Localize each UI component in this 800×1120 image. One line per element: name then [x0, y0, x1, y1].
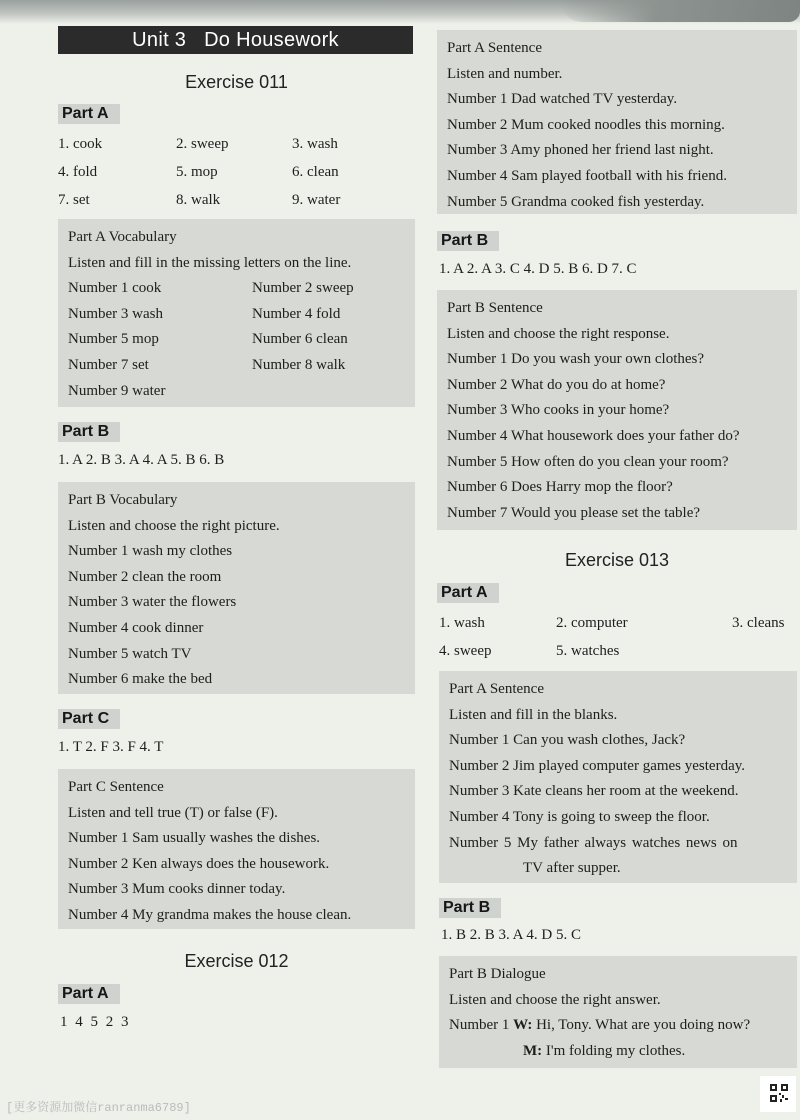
script-line-continuation: TV after supper.: [523, 860, 621, 877]
box-heading: Part C Sentence: [68, 779, 164, 795]
script-line: Number 3 Mum cooks dinner today.: [68, 881, 286, 898]
ex012-part-b-label: Part B: [437, 231, 499, 251]
script-line: Number 6 Does Harry mop the floor?: [447, 479, 673, 496]
ex011-part-b-label: Part B: [58, 422, 120, 442]
box-instruction: Listen and choose the right picture.: [68, 517, 280, 534]
box-heading: Part A Sentence: [447, 40, 542, 56]
script-line: Number 3 water the flowers: [68, 594, 237, 611]
script-line: Number 2 Jim played computer games yesterday.: [449, 757, 746, 774]
script-item: Number 8 walk: [252, 356, 346, 373]
script-line: Number 1 Dad watched TV yesterday.: [447, 91, 678, 108]
script-row: [68, 379, 405, 405]
answer-1: 1. cook: [58, 136, 103, 152]
unit-banner: [58, 26, 413, 54]
script-line: Number 5 Grandma cooked fish yesterday.: [447, 193, 705, 210]
script-item: Number 6 clean: [252, 331, 348, 348]
script-line: Number 2 Ken always does the housework.: [68, 855, 330, 872]
script-item: Number 3 wash: [68, 305, 163, 322]
script-line: Number 1 Can you wash clothes, Jack?: [449, 732, 686, 749]
unit-title: Do Housework: [204, 29, 339, 51]
answer-5: 5. watches: [556, 643, 620, 659]
speaker-w: W:: [513, 1017, 533, 1034]
script-line: Number 4 What housework does your father do?: [447, 427, 740, 444]
ex011-part-a-answers: [58, 130, 415, 214]
script-line: Number 5 How often do you clean your room?: [447, 453, 729, 470]
dialogue-number: Number 1: [449, 1017, 510, 1034]
script-line: Number 5 My father always watches news on: [449, 834, 738, 851]
answer-3: 3. cleans: [732, 615, 785, 631]
script-line: Number 3 Who cooks in your home?: [447, 402, 670, 419]
page-top-edge: [0, 0, 800, 24]
script-line: Number 4 Sam played football with his friend.: [447, 167, 727, 184]
box-instruction: Listen and fill in the missing letters on the line.: [68, 254, 352, 271]
ex011-part-a-label: Part A: [58, 104, 120, 124]
ex012-part-a-label: Part A: [58, 984, 120, 1004]
ex013-part-b-answers: 1. B 2. B 3. A 4. D 5. C: [441, 927, 582, 943]
box-heading: Part B Dialogue: [449, 966, 546, 982]
ex011-part-c-answers: 1. T 2. F 3. F 4. T: [58, 739, 164, 755]
script-line: Number 2 What do you do at home?: [447, 376, 666, 393]
script-line: Number 2 clean the room: [68, 568, 222, 585]
ex013-part-b-script-box: [439, 956, 797, 1068]
answer-1: 1. wash: [439, 615, 485, 631]
ex011-part-b-script-box: [58, 482, 415, 694]
script-line: Number 1 Sam usually washes the dishes.: [68, 830, 321, 847]
script-item: Number 9 water: [68, 382, 166, 399]
box-instruction: Listen and choose the right answer.: [449, 991, 661, 1008]
exercise-011-title: Exercise 011: [185, 72, 288, 92]
script-row: [68, 276, 405, 302]
script-line: Number 3 Kate cleans her room at the weekend.: [449, 783, 739, 800]
script-line: Number 1 Do you wash your own clothes?: [447, 351, 705, 368]
box-heading: Part B Vocabulary: [68, 492, 178, 508]
ex012-part-a-answers: 1 4 5 2 3: [60, 1014, 129, 1030]
script-line: Number 2 Mum cooked noodles this morning.: [447, 116, 725, 133]
box-instruction: Listen and fill in the blanks.: [449, 706, 618, 723]
watermark: [更多资源加微信ranranma6789]: [6, 1101, 191, 1115]
speaker-m: M:: [523, 1042, 543, 1059]
box-heading: Part B Sentence: [447, 300, 543, 316]
answer-2: 2. sweep: [176, 136, 229, 152]
box-instruction: Listen and tell true (T) or false (F).: [68, 804, 278, 821]
script-line: Number 4 cook dinner: [68, 619, 204, 636]
script-item: Number 1 cook: [68, 280, 162, 297]
ex012-part-b-answers: 1. A 2. A 3. C 4. D 5. B 6. D 7. C: [439, 261, 637, 277]
dialogue-line-w: [449, 1013, 787, 1039]
answer-4: 4. sweep: [439, 643, 492, 659]
ex013-part-a-script-box: [439, 671, 797, 883]
ex013-part-a-answers: [439, 609, 797, 665]
box-heading: Part A Vocabulary: [68, 229, 177, 245]
dialogue-line-m: [449, 1039, 787, 1065]
script-line: Number 3 Amy phoned her friend last night.: [447, 142, 714, 159]
dialogue-text-m: I'm folding my clothes.: [542, 1042, 686, 1059]
script-line: Number 7 Would you please set the table?: [447, 504, 701, 521]
answer-9: 9. water: [292, 192, 341, 208]
ex012-part-a-script-box: [437, 30, 797, 214]
answer-5: 5. mop: [176, 164, 218, 180]
dialogue-text-w: Hi, Tony. What are you doing now?: [532, 1017, 751, 1034]
answer-4: 4. fold: [58, 164, 98, 180]
script-line: Number 4 Tony is going to sweep the floor.: [449, 808, 710, 825]
unit-label: Unit 3: [132, 29, 187, 51]
box-instruction: Listen and number.: [447, 65, 563, 82]
script-row: [68, 327, 405, 353]
ex013-part-b-label: Part B: [439, 898, 501, 918]
answer-7: 7. set: [58, 192, 90, 208]
exercise-012-title: Exercise 012: [184, 951, 289, 971]
script-item: Number 7 set: [68, 356, 149, 373]
ex011-part-c-script-box: [58, 769, 415, 929]
script-row: [68, 302, 405, 328]
script-row: [68, 353, 405, 379]
script-item: Number 4 fold: [252, 305, 341, 322]
box-instruction: Listen and choose the right response.: [447, 325, 670, 342]
answer-3: 3. wash: [292, 136, 338, 152]
ex011-part-c-label: Part C: [58, 709, 120, 729]
answer-6: 6. clean: [292, 164, 339, 180]
ex011-part-b-answers: 1. A 2. B 3. A 4. A 5. B 6. B: [58, 452, 225, 468]
ex011-part-a-script-box: [58, 219, 415, 407]
script-line: Number 5 watch TV: [68, 645, 192, 662]
box-heading: Part A Sentence: [449, 681, 544, 697]
script-line: Number 1 wash my clothes: [68, 543, 233, 560]
answer-2: 2. computer: [556, 615, 628, 631]
script-line: Number 4 My grandma makes the house clean.: [68, 906, 352, 923]
script-item: Number 5 mop: [68, 331, 159, 348]
script-item: Number 2 sweep: [252, 280, 354, 297]
ex013-part-a-label: Part A: [437, 583, 499, 603]
ex012-part-b-script-box: [437, 290, 797, 530]
exercise-013-title: Exercise 013: [564, 550, 670, 570]
qr-code-icon: [760, 1076, 796, 1112]
script-line: Number 6 make the bed: [68, 671, 213, 688]
answer-8: 8. walk: [176, 192, 221, 208]
